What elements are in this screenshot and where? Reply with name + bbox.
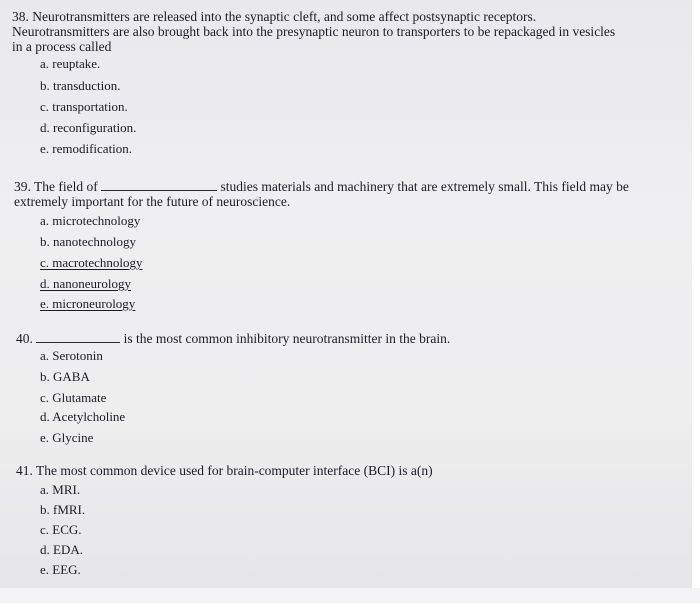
q40-answer-blank <box>36 330 120 343</box>
q38-stem-line3: in a process called <box>12 39 112 54</box>
q39-option-c: c. macrotechnology <box>40 255 143 270</box>
q41-option-e: e. EEG. <box>40 562 81 577</box>
q38-option-c: c. transportation. <box>40 99 128 114</box>
q39-stem-line2: extremely important for the future of neuroscience. <box>14 194 291 209</box>
q38-option-e: e. remodification. <box>40 141 133 156</box>
q41-option-b: b. fMRI. <box>40 502 86 517</box>
q38-option-a: a. reuptake. <box>40 56 101 71</box>
q40-option-b: b. GABA <box>40 369 90 384</box>
q39-option-a: a. microtechnology <box>40 213 141 228</box>
q38-stem-line1: 38. Neurotransmitters are released into the synaptic cleft, and some affect postsynaptic receptors. <box>12 9 537 24</box>
q40-stem-prefix: 40. <box>16 331 33 346</box>
q41-option-a: a. MRI. <box>40 482 81 497</box>
q40-option-d: d. Acetylcholine <box>40 409 126 424</box>
q39-stem-prefix: 39. The field of <box>14 179 98 194</box>
q39-answer-blank <box>101 178 217 191</box>
q40-stem <box>16 330 450 347</box>
q38-option-d: d. reconfiguration. <box>40 120 137 135</box>
q40-option-a: a. Serotonin <box>40 348 103 363</box>
q39-stem-suffix: studies materials and machinery that are extremely small. This field may be <box>220 179 629 194</box>
q39-option-d: d. nanoneurology <box>40 276 131 291</box>
q41-stem: 41. The most common device used for brain-computer interface (BCI) is a(n) <box>16 463 433 478</box>
bottom-margin <box>0 588 700 603</box>
q40-option-e: e. Glycine <box>40 430 94 445</box>
q41-option-d: d. EDA. <box>40 542 83 557</box>
q39-option-b: b. nanotechnology <box>40 234 137 249</box>
q39-stem-line1 <box>14 178 629 195</box>
q38-option-b: b. transduction. <box>40 78 121 93</box>
q40-option-c: c. Glutamate <box>40 390 107 405</box>
q39-option-e: e. microneurology <box>40 296 136 311</box>
q40-stem-suffix: is the most common inhibitory neurotransmitter in the brain. <box>123 331 451 346</box>
q41-option-c: c. ECG. <box>40 522 82 537</box>
q38-stem-line2: Neurotransmitters are also brought back into the presynaptic neuron to transporters to be repackaged in vesicles <box>12 24 616 39</box>
